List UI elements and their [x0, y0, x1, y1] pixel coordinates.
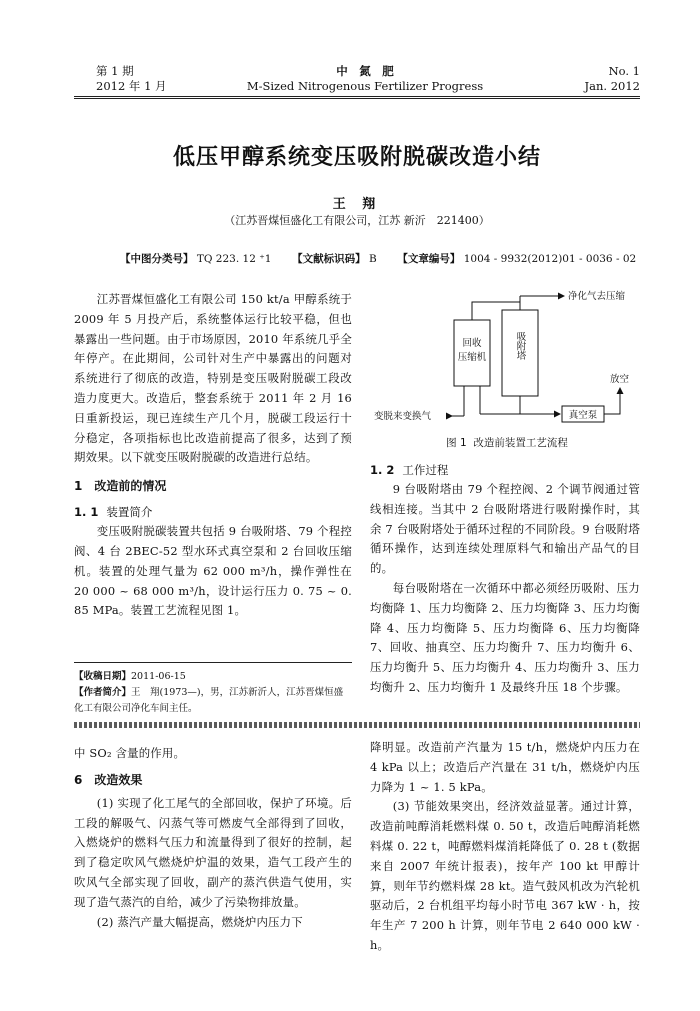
left-column-upper [74, 290, 352, 621]
effect-paragraph-3: (3) 节能效果突出，经济效益显著。通过计算，改造前吨醇消耗燃料煤 0. 50 t，改造后吨醇消耗燃料煤 0. 22 t，吨醇燃料煤消耗降低了 0. 28 t (数据来自 2007 年统计报表)，按年产 100 kt 甲醇计算，则年节约燃料煤 28 kt。造气鼓风机改为汽轮机驱动后，2 台机组平均每小时节电 367 kW · h，按年生产 7 200 h 计算，则年节电 2 640 000 kW · h。 [370, 799, 640, 952]
fig-label-vacuum: 真空泵 [568, 410, 598, 421]
journal-cn: 中 氮 肥 [336, 64, 394, 78]
issue-en: No. 1 [608, 64, 640, 78]
carry-over-text: 中 SO₂ 含量的作用。 [74, 746, 186, 760]
section6-heading: 6 改造效果 [74, 772, 143, 787]
right-column-upper [370, 462, 640, 698]
subsection-1-2-number: 1. 2 [370, 463, 395, 477]
art-value: 1004 - 9932(2012)01 - 0036 - 02 [463, 253, 637, 265]
subsection-1-2-title: 工作过程 [402, 463, 449, 477]
section1-heading: 1 改造前的情况 [74, 479, 167, 494]
subsection-1-1-text: 变压吸附脱碳装置共包括 9 台吸附塔、79 个程控阀、4 台 2BEC-52 型水环式真空泵和 2 台回收压缩机。装置的处理气量为 62 000 m³/h，操作弹性在 20 000 ~ 68 000 m³/h，设计运行压力 0. 75 ~ 0. 85 MPa。装置工艺流程见图 1。 [74, 524, 352, 618]
header-rule-top [74, 96, 640, 97]
article-affiliation: （江苏晋煤恒盛化工有限公司，江苏 新沂 221400） [224, 214, 490, 227]
fig-label-vent: 放空 [610, 374, 630, 385]
effect-paragraph-1: (1) 实现了化工尾气的全部回收，保护了环境。后工段的解吸气、闪蒸气等可燃废气全部得到了回收，入燃烧炉的燃料气压力和流量得到了很好的控制，起到了稳定吹风气燃烧炉炉温的效果，造气工段产生的吹风气全部实现了回收，副产的蒸汽供造气使用，实现了造气蒸汽的自给，减少了污染物排放量。 [74, 795, 352, 909]
footnote-rule [74, 662, 352, 663]
date-en: Jan. 2012 [584, 79, 640, 93]
received-label: 【收稿日期】 [74, 671, 132, 682]
subsection-1-2-text-2: 每台吸附塔在一次循环中都必须经历吸附、压力均衡降 1、压力均衡降 2、压力均衡降 3、压力均衡降 4、压力均衡降 5、压力均衡降 6、压力均衡降 7、回收、抽真空、压力均衡升 7、压力均衡升 6、压力均衡升 5、压力均衡升 4、压力均衡升 3、压力均衡升 2、压力均衡升 1 及最终升压 18 个步骤。 [370, 580, 640, 694]
author-info: 王 翔(1973—)，男，江苏新沂人，江苏晋煤恒盛化工有限公司净化车间主任。 [74, 687, 344, 714]
clc-label: 【中图分类号】 [120, 253, 194, 265]
fig-label-compressor: 压缩机 [457, 352, 487, 363]
footnote [74, 662, 352, 717]
right-column-lower [370, 738, 640, 956]
page-cut-line [74, 722, 640, 728]
article-title: 低压甲醇系统变压吸附脱碳改造小结 [172, 145, 541, 170]
figure-number: 图 1 [446, 437, 467, 449]
received-date: 2011-06-15 [131, 671, 186, 682]
fig-label-recover: 回收 [462, 338, 482, 349]
fig-label-clean-gas: 净化气去压缩 [568, 291, 626, 302]
figure-caption [374, 435, 640, 450]
left-column-lower [74, 744, 352, 932]
figure-caption-text: 改造前装置工艺流程 [473, 437, 568, 449]
issue-cn: 第 1 期 [96, 64, 134, 78]
intro-paragraph: 江苏晋煤恒盛化工有限公司 150 kt/a 甲醇系统于 2009 年 5 月投产后，系统整体运行比较平稳，但也暴露出一些问题。由于市场原因，2010 年系统几乎全年停产。在此期间，公司针对生产中暴露出的问题对系统进行了彻底的改造，特别是变压吸附脱碳工段改造力度更大。改造后，整套系统于 2011 年 2 月 16 日重新投运，现已连续生产几个月，脱碳工段运行十分稳定，各项指标也比改造前提高了很多，达到了预期效果。以下就变压吸附脱碳的改造进行总结。 [74, 292, 352, 465]
subsection-1-1-title: 装置简介 [106, 505, 153, 520]
doc-value: B [368, 253, 377, 265]
fig-label-feed: 变脱来变换气 [374, 411, 432, 422]
article-author: 王 翔 [332, 197, 382, 212]
author-info-label: 【作者简介】 [74, 687, 132, 698]
art-label: 【文章编号】 [397, 253, 461, 265]
subsection-1-1-number: 1. 1 [74, 505, 99, 520]
vent-arrow [604, 388, 620, 414]
subsection-1-2-heading [370, 462, 640, 478]
header-left [96, 64, 216, 94]
recovery-return-line [472, 302, 520, 320]
header-rule-bottom [74, 98, 640, 99]
doc-label: 【文献标识码】 [292, 253, 366, 265]
clc-value: TQ 223. 12 ⁺1 [196, 253, 272, 265]
process-flow-diagram [374, 282, 640, 430]
journal-en: M-Sized Nitrogenous Fertilizer Progress [246, 79, 484, 93]
classification-line [120, 251, 640, 266]
date-cn: 2012 年 1 月 [96, 79, 167, 93]
subsection-1-1-heading [74, 504, 352, 520]
effect-paragraph-2-cont: 降明显。改造前产汽量为 15 t/h，燃烧炉内压力在 4 kPa 以上；改造后产汽量在 31 t/h，燃烧炉内压力降为 1 ~ 1. 5 kPa。 [370, 740, 640, 794]
subsection-1-2-text-1: 9 台吸附塔由 79 个程控阀、2 个调节阀通过管线相连接。当其中 2 台吸附塔进行吸附操作时，其余 7 台吸附塔处于循环过程的不同阶段。9 台吸附塔循环操作，达到连续处理原料气和输出产品气的目的。 [370, 482, 640, 576]
header-right [545, 64, 640, 94]
header-center [245, 64, 485, 94]
fig-label-adsorb: 吸附塔 [514, 331, 526, 361]
effect-paragraph-2: (2) 蒸汽产量大幅提高，燃烧炉内压力下 [96, 914, 303, 929]
